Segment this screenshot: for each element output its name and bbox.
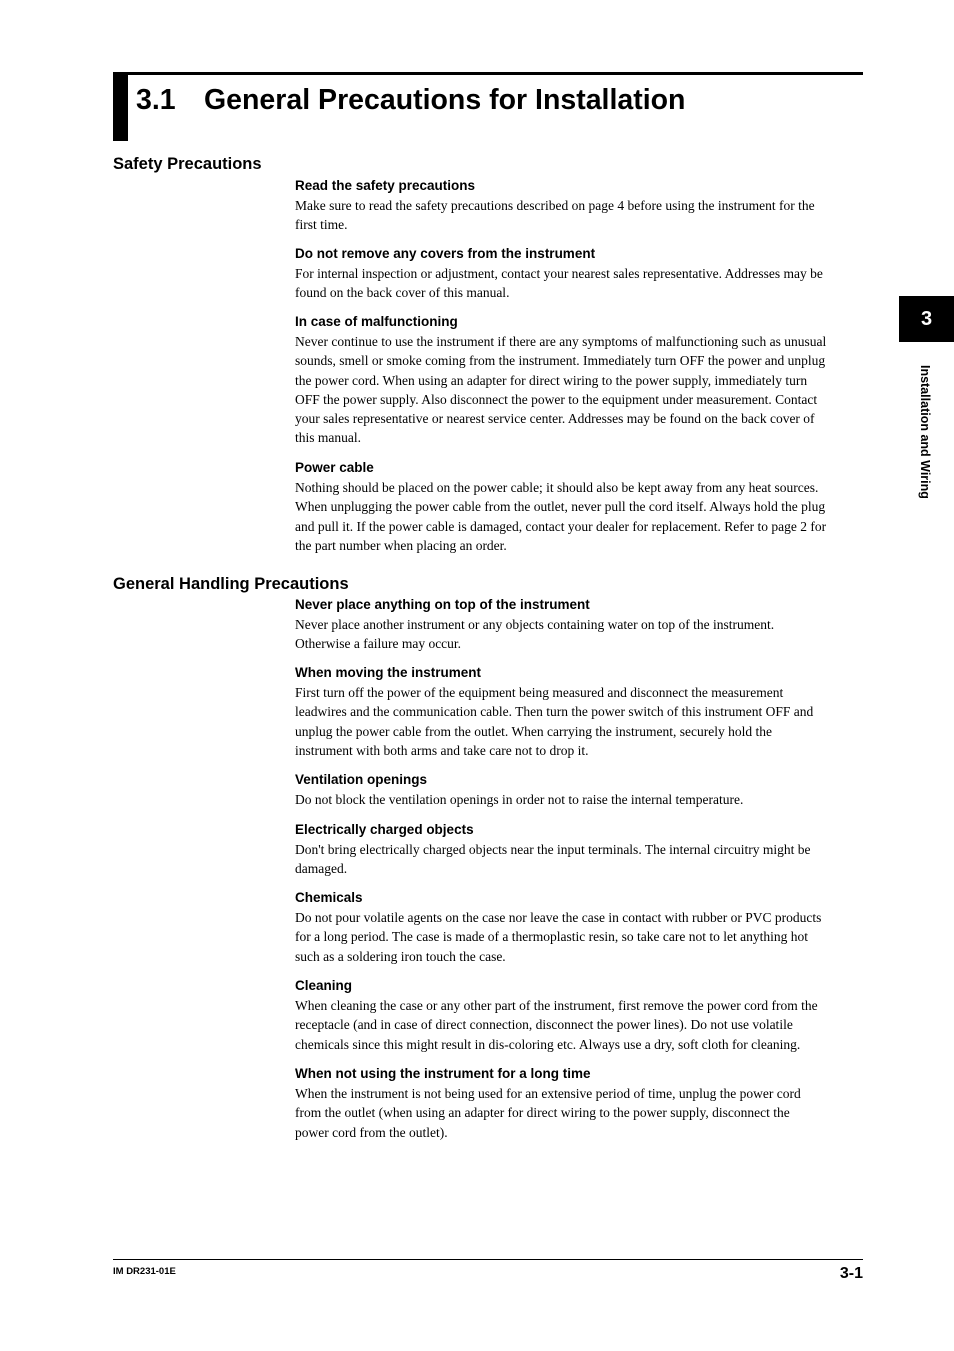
precaution-text: Don't bring electrically charged objects near the input terminals. The internal circuitry might be damaged. [295, 842, 811, 877]
precaution-text: Make sure to read the safety precautions described on page 4 before using the instrument for the first time. [295, 198, 815, 233]
precaution-text: Do not pour volatile agents on the case nor leave the case in contact with rubber or PVC products for a long period. The case is made of a thermoplastic resin, so take care not to let anything hot such as a soldering iron touch the case. [295, 910, 822, 964]
precaution-title: Chemicals [295, 890, 363, 905]
precaution-title: Ventilation openings [295, 772, 428, 787]
footer-rule [113, 1259, 863, 1260]
precaution-title: Electrically charged objects [295, 822, 474, 837]
chapter-tab [899, 296, 954, 342]
precaution-text: For internal inspection or adjustment, contact your nearest sales representative. Addresses may be found on the back cover of this manual. [295, 266, 823, 301]
precaution-item [295, 459, 865, 555]
precaution-text: Nothing should be placed on the power cable; it should also be kept away from any heat sources. When unplugging the power cable from the outlet, never pull the cord itself. Always hold the plug and pull it. If the power cable is damaged, contact your dealer for replacement. Refer to page 2 for the part number when placing an order. [295, 480, 827, 553]
precaution-title: Do not remove any covers from the instrument [295, 246, 596, 261]
precaution-item [295, 821, 865, 879]
page-title [136, 82, 685, 118]
precaution-item [295, 177, 865, 235]
precaution-text: When cleaning the case or any other part of the instrument, first remove the power cord from the receptacle (and in case of direct connection, disconnect the power lines). Do not use volatile chemicals since this might result in dis-coloring etc. Always use a dry, soft cloth for cleaning. [295, 998, 818, 1052]
page-number: 3-1 [839, 1265, 863, 1282]
document-id: IM DR231-01E [113, 1266, 176, 1277]
precaution-text: When the instrument is not being used for an extensive period of time, unplug the power cord from the outlet (when using an adapter for direct wiring to the power supply, disconnect the power cord from the outlet). [295, 1086, 801, 1140]
precaution-item [295, 596, 865, 654]
section-number: 3.1 [136, 84, 176, 116]
precaution-item [295, 977, 865, 1054]
precaution-title: When moving the instrument [295, 665, 482, 680]
section-title: General Precautions for Installation [204, 84, 686, 116]
precaution-text: Never place another instrument or any objects containing water on top of the instrument. Otherwise a failure may occur. [295, 617, 775, 652]
precaution-item [295, 1065, 865, 1142]
precaution-text: Do not block the ventilation openings in order not to raise the internal temperature. [295, 792, 744, 807]
precaution-text: Never continue to use the instrument if there are any symptoms of malfunctioning such as unusual sounds, smell or smoke coming from the instrument. Immediately turn OFF the power and unplug the power cord. When using an adapter for direct wiring to the power supply, immediately turn OFF the power supply. Also disconnect the power to the equipment under measurement. Contact your sales representative or nearest service center. Addresses may be found on the back cover of this manual. [295, 334, 827, 446]
precaution-item [295, 664, 865, 760]
header-rule [113, 72, 863, 75]
precaution-text: First turn off the power of the equipment being measured and disconnect the measurement leadwires and the communication cable. Then turn the power switch of this instrument OFF and unplug the power cable from the outlet. When carrying the instrument, securely hold the instrument with both arms and take care not to drop it. [295, 685, 814, 758]
section-marker-bar [113, 72, 128, 141]
chapter-label: Installation and Wiring [918, 365, 932, 499]
precaution-title: Never place anything on top of the instrument [295, 597, 590, 612]
precaution-item [295, 889, 865, 966]
precaution-item [295, 771, 865, 809]
chapter-number: 3 [920, 307, 933, 330]
precaution-title: Read the safety precautions [295, 178, 476, 193]
precaution-title: Cleaning [295, 978, 353, 993]
precaution-item [295, 245, 865, 303]
precaution-title: In case of malfunctioning [295, 314, 458, 329]
precaution-item [295, 313, 865, 448]
section-heading-handling: General Handling Precautions [113, 575, 349, 593]
section-heading-safety: Safety Precautions [113, 155, 262, 173]
precaution-title: When not using the instrument for a long time [295, 1066, 591, 1081]
precaution-title: Power cable [295, 460, 374, 475]
